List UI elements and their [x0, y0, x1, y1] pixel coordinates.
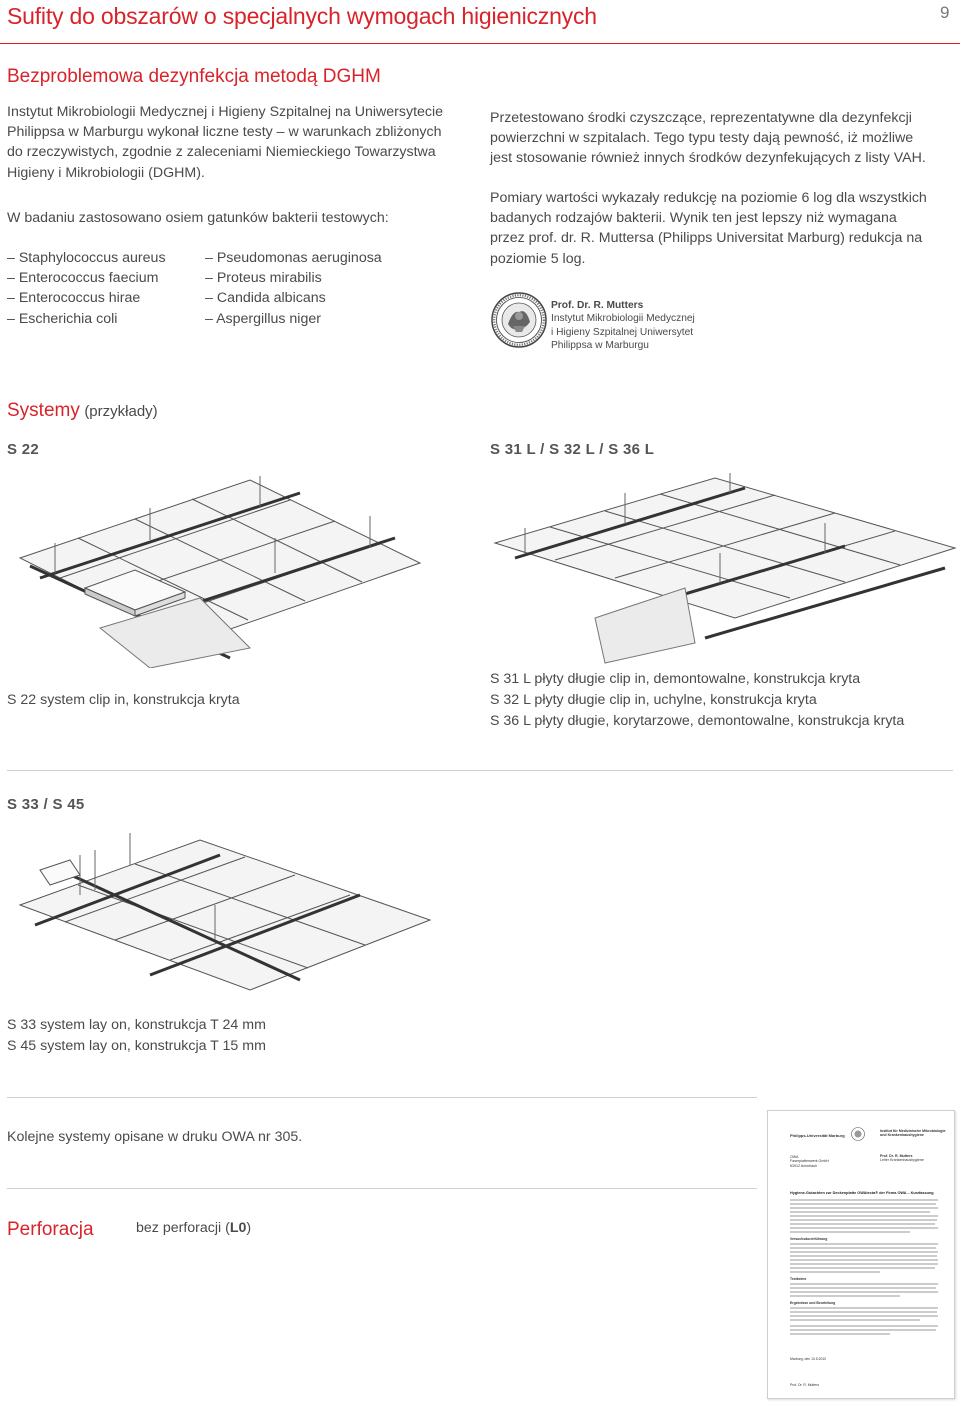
s31-ceiling-drawing — [485, 468, 960, 668]
systems-heading-text: Systemy — [7, 400, 80, 421]
s31-caption-line: S 36 L płyty długie, korytarzowe, demontowalne, konstrukcja kryta — [490, 712, 905, 729]
system-label-s22: S 22 — [7, 441, 40, 458]
intro-paragraph — [7, 102, 477, 183]
s22-ceiling-drawing — [0, 468, 480, 668]
signature-line: Instytut Mikrobiologii Medycznej — [551, 313, 695, 325]
s33-caption-line: S 45 system lay on, konstrukcja T 15 mm — [7, 1037, 266, 1054]
s33-caption-line: S 33 system lay on, konstrukcja T 24 mm — [7, 1017, 266, 1033]
test-line: jest stosowanie również innych środków dezynfekujących z listy VAH. — [490, 150, 926, 167]
signature-name: Prof. Dr. R. Mutters — [551, 300, 644, 311]
signature-line: Philippsa w Marburgu — [551, 340, 649, 352]
list-item: – Enterococcus hirae — [7, 288, 166, 308]
perforation-value: bez perforacji (L0) — [136, 1220, 252, 1236]
bacteria-intro: W badaniu zastosowano osiem gatunków bakterii testowych: — [7, 210, 389, 226]
s31-captions — [490, 669, 955, 731]
page-number: 9 — [940, 3, 950, 22]
list-item: – Escherichia coli — [7, 309, 166, 329]
more-systems-note: Kolejne systemy opisane w druku OWA nr 305. — [7, 1129, 303, 1145]
results-line: poziomie 5 log. — [490, 250, 586, 267]
s22-caption: S 22 system clip in, konstrukcja kryta — [7, 692, 240, 708]
system-label-s31: S 31 L / S 32 L / S 36 L — [490, 441, 655, 458]
cert-section: Versuchsdurchführung — [790, 1237, 828, 1241]
signature-line: i Higieny Szpitalnej Uniwersytet — [551, 326, 694, 338]
university-seal-icon — [491, 292, 547, 348]
cert-prof: Prof. Dr. R. Mutters Leiter Krankenhaushygiene — [880, 1154, 924, 1163]
systems-heading-suffix: (przykłady) — [84, 403, 158, 420]
results-line: Pomiary wartości wykazały redukcję na poziomie 6 log dla wszystkich — [490, 190, 927, 206]
section-heading-dghm: Bezproblemowa dezynfekcja metodą DGHM — [7, 66, 381, 87]
intro-line: Philippsa w Marburgu wykonał liczne testy – w warunkach zbliżonych — [7, 124, 442, 141]
cert-recipient: OWA Faserplattenwerk GmbH 63912 Amorbach — [790, 1155, 829, 1168]
results-line: badanych rodzajów bakterii. Wynik ten jest lepszy niż wymagana — [490, 210, 897, 227]
bacteria-list-right — [205, 248, 382, 329]
perforation-code: L0 — [229, 1220, 247, 1236]
cert-seal-icon — [851, 1127, 865, 1141]
systems-heading — [7, 400, 158, 422]
page-title: Sufity do obszarów o specjalnych wymogach higienicznych — [7, 3, 597, 29]
perforation-heading: Perforacja — [7, 1219, 94, 1240]
signature-block — [551, 299, 695, 353]
section-divider — [7, 770, 953, 771]
list-item: – Enterococcus faecium — [7, 268, 166, 288]
s33-captions — [7, 1015, 266, 1057]
cert-title: Hygiene-Gutachten zur Deckenplatte OWAtecta® der Firma OWA – Kurzfassung — [790, 1191, 934, 1195]
results-paragraph — [490, 188, 955, 269]
results-line: przez prof. dr. R. Muttersa (Philipps Universitat Marburg) redukcja na — [490, 230, 923, 247]
certificate-document — [767, 1110, 955, 1399]
s31-caption-line: S 31 L płyty długie clip in, demontowalne, konstrukcja kryta — [490, 671, 861, 687]
cert-date: Marburg, den 10.5.2010 — [790, 1357, 827, 1361]
header-divider — [0, 43, 960, 44]
test-paragraph — [490, 108, 955, 169]
test-line: powierzchni w szpitalach. Tego typu testy dają pewność, iż możliwe — [490, 130, 914, 147]
cert-section: Testkeime — [790, 1277, 807, 1281]
list-item: – Pseudomonas aeruginosa — [205, 248, 382, 268]
s31-caption-line: S 32 L płyty długie clip in, uchylne, konstrukcja kryta — [490, 691, 817, 708]
cert-university: Philipps-Universität Marburg — [790, 1133, 845, 1138]
section-divider — [7, 1097, 757, 1098]
cert-section: Ergebnisse und Beurteilung — [790, 1301, 836, 1305]
test-line: Przetestowano środki czyszczące, reprezentatywne dla dezynfekcji — [490, 110, 912, 126]
cert-signer: Prof. Dr. R. Mutters — [790, 1383, 820, 1387]
bacteria-list-left — [7, 248, 166, 329]
intro-line: do rzeczywistych, zgodnie z zaleceniami Niemieckiego Towarzystwa — [7, 144, 436, 161]
list-item: – Proteus mirabilis — [205, 268, 382, 288]
section-divider — [7, 1188, 757, 1189]
cert-institute: Institut für Medizinische Mikrobiologie und Krankenhaushygiene — [880, 1129, 946, 1138]
intro-line: Instytut Mikrobiologii Medycznej i Higieny Szpitalnej na Uniwersytecie — [7, 104, 444, 120]
list-item: – Candida albicans — [205, 288, 382, 308]
list-item: – Staphylococcus aureus — [7, 248, 166, 268]
intro-line: Higieny i Mikrobiologii (DGHM). — [7, 164, 205, 181]
s33-ceiling-drawing — [0, 825, 480, 995]
cert-text-lines — [790, 1198, 940, 1373]
list-item: – Aspergillus niger — [205, 309, 382, 329]
system-label-s33: S 33 / S 45 — [7, 796, 85, 813]
